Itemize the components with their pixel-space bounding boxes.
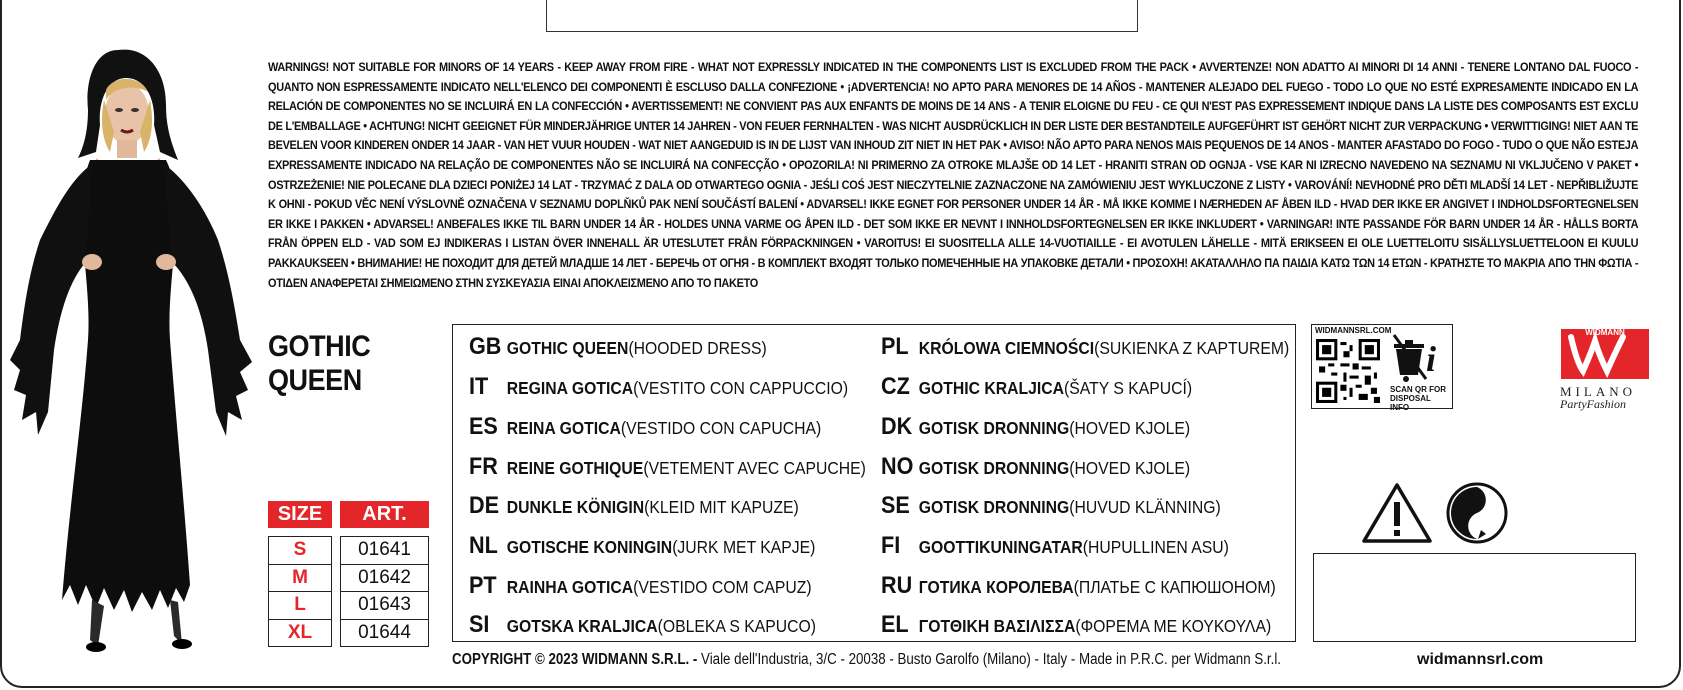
- translation-row: CZ GOTHIC KRALJICA (ŠATY S KAPUCÍ): [881, 373, 1193, 400]
- art-cell: 01644: [341, 619, 428, 647]
- logo-brand: WIDMANN: [1585, 328, 1625, 337]
- green-dot-recycle-icon: [1446, 482, 1508, 544]
- blank-label-box: [1313, 553, 1636, 642]
- translation-row: DK GOTISK DRONNING (HOVED KJOLE): [881, 413, 1191, 440]
- translation-row: FR REINE GOTHIQUE (VETEMENT AVEC CAPUCHE): [469, 453, 866, 480]
- bin-info-icon: [1392, 331, 1446, 383]
- size-cell: XL: [269, 619, 331, 647]
- logo-city: MILANO: [1560, 384, 1636, 399]
- warnings-text: WARNINGS! NOT SUITABLE FOR MINORS OF 14 YEARS - KEEP AWAY FROM FIRE - WHAT NOT EXPRESSLY INDICATED IN THE COMPONENTS LIST IS EXCLUDED FROM THE PACK • AVVERTENZE! NON ADATTO AI MINORI DI 14 ANNI - TENERE LONTANO DAL FUOCO - QUANTO NON ESPRESSAMENTE INDICATO NELL'ELENCO DEI COMPONENTI È ESCLUSO DALLA CONFEZIONE • ¡ADVERTENCIA! NO APTO PARA MENORES DE 14 AÑOS - MANTENER ALEJADO DEL FUEGO - TODO LO QUE NO ESTÉ EXPRESAMENTE INDICADO EN LA RELACIÓN DE COMPONENTES NO SE INCLUIRÁ EN LA CONFECCIÓN • AVERTISSEMENT! NE CONVIENT PAS AUX ENFANTS DE MOINS DE 14 ANS - A TENIR ELOIGNE DU FEU - CE QUI N'EST PAS EXPRESSEMENT INDIQUE DANS LA LISTE DES COMPOSANTS EST EXCLU DE L'EMBALLAGE • ACHTUNG! NICHT GEEIGNET FÜR MINDERJÄHRIGE UNTER 14 JAHREN - VON FEUER FERNHALTEN - WAS NICHT AUSDRÜCKLICH IN DER LISTE DER BESTANDTEILE AUFGEFÜHRT IST GEHÖRT NICHT ZUR VERPACKUNG • VERWITTIGING! NIET AAN TE BEVELEN VOOR KINDEREN ONDER 14 JAAR - VAN HET VUUR HOUDEN - WAT NIET AANGEDUID IS IN DE LIJST VAN INHOUD ZIT NIET IN HET PAK • AVISO! NÃO APTO PARA NENOS MAIS PEQUENOS DE 14 ANOS - MANTER AFASTADO DO FOGO - TUDO O QUE NÃO ESTEJA EXPRESSAMENTE INDICADO NA RELAÇÃO DE COMPONENTES NÃO SE INCLUIRÁ NA CONFECÇÃO • OPOZORILA! NI PRIMERNO ZA OTROKE MLAJŠE OD 14 LET - HRANITI STRAN OD OGNJA - VSE KAR NI IZRECNO NAVEDENO NA SEZNAMU NI VKLJUČENO V PAKET • OSTRZEŻENIE! NIE POLECANE DLA DZIECI PONIŻEJ 14 LAT - TRZYMAĆ Z DALA OD OTWARTEGO OGNIA - JEŚLI COŚ JEST NIECZYTELNIE ZAZNACZONE NA ZAMÓWIENIU JEST WYKLUCZONE Z LISTY • VAROVÁNÍ! NEVHODNÉ PRO DĚTI MLADŠÍ 14 LET - NEPŘIBLIŽUJTE K OHNI - POKUD VĚC NENÍ VÝSLOVNĚ OZNAČENA V SEZNAMU DOPLŇKŮ PAK NENÍ SOUČÁSTÍ BALENÍ • ADVARSEL! IKKE EGNET FOR PERSONER UNDER 14 ÅR - MÅ IKKE KOMME I NÆRHEDEN AF ÅBEN ILD - HVAD DER IKKE ER ANGIVET I INDHOLDSFORTEGNELSEN ER IKKE I PAKKEN • ADVARSEL! ANBEFALES IKKE TIL BARN UNDER 14 ÅR - HOLDES UNNA VARME OG ÅPEN ILD - DET SOM IKKE ER NEVNT I INNHOLDSFORTEGNELSEN ER IKKE INKLUDERT • VARNINGAR! INTE PASSANDE FÖR BARN UNDER 14 ÅR - HÅLLS BORTA FRÅN ÖPPEN ELD - VAD SOM EJ INDIKERAS I LISTAN ÖVER INNEHALL ÄR UTESLUTET FRÅN FÖRPACKNINGEN • VAROITUS! EI SUOSITELLA ALLE 14-VUOTIAILLE - EI AVOTULEN LÄHELLE - MITÄ ERIKSEEN EI OLE LUETTELOITU SISÄLLYSLUETTELOON EI KUULU PAKKAUKSEEN • ВНИМАНИЕ! НЕ ПОХОДИТ ДЛЯ ДЕТЕЙ МЛАДШЕ 14 ЛЕТ - БЕРЕЧЬ ОТ ОГНЯ - В КОМПЛЕКТ ВХОДЯТ ТОЛЬКО ПОМЕЧЕННЫЕ НА УПАКОВКЕ ДЕТАЛИ • ΠΡΟΣΟΧΗ! ΑΚΑΤΑΛΛΗΛΟ ΠΑ ΠΑΙΔΙΑ ΚΑΤΩ ΤΩΝ 14 ΕΤΩΝ - ΚΡΑΤΗΣΤΕ ΤΟ ΜΑΚΡΙΑ ΑΠΟ ΤΗΝ ΦΩΤΙΑ - ΟΤΙΔΕΝ ΑΝΑΦΕΡΕΤΑΙ ΣΗΜΕΙΩΜΕΝΟ ΣΤΗΝ ΣΥΣΚΕΥΑΣΙΑ ΕΙΝΑΙ ΑΠΟΚΛΕΙΣΜΕΝΟ ΑΠΟ ΤΟ ΠΑΚΕΤΟ: [268, 60, 1639, 290]
- product-title-line2: QUEEN: [268, 364, 362, 397]
- art-header: ART.: [340, 501, 429, 528]
- translation-row: DE DUNKLE KÖNIGIN (KLEID MIT KAPUZE): [469, 492, 799, 519]
- translation-row: NL GOTISCHE KONINGIN (JURK MET KAPJE): [469, 532, 816, 559]
- qr-url: WIDMANNSRL.COM: [1315, 326, 1392, 335]
- size-cell: L: [269, 591, 331, 619]
- art-cell: 01642: [341, 564, 428, 592]
- translation-row: EL ΓΟΤΘΙΚΗ ΒΑΣΙΛΙΣΣΑ (ΦΟΡΕΜΑ ΜΕ ΚΟΥΚΟΥΛΑ): [881, 611, 1272, 638]
- translation-row: SE GOTISK DRONNING (HUVUD KLÄNNING): [881, 492, 1221, 519]
- translation-row: NO GOTISK DRONNING (HOVED KJOLE): [881, 453, 1191, 480]
- art-cell: 01641: [358, 539, 411, 560]
- size-cell: M: [269, 564, 331, 592]
- size-header: SIZE: [268, 501, 332, 528]
- art-column: [340, 536, 429, 647]
- translation-row: ES REINA GOTICA (VESTIDO CON CAPUCHA): [469, 413, 822, 440]
- website-link[interactable]: widmannsrl.com: [1417, 651, 1544, 668]
- qr-code-icon[interactable]: [1316, 339, 1380, 403]
- size-column: [268, 536, 332, 647]
- translation-row: GB GOTHIC QUEEN (HOODED DRESS): [469, 333, 767, 360]
- top-label-box: [546, 0, 1138, 32]
- art-cell: 01643: [341, 591, 428, 619]
- costume-model-image: [0, 40, 265, 660]
- size-table: [268, 501, 429, 647]
- translation-row: RU ГОТИКА КОРОЛЕВА (ПЛАТЬЕ С КАПЮШОНОМ): [881, 572, 1276, 599]
- product-title: [268, 330, 370, 398]
- translation-row: IT REGINA GOTICA (VESTITO CON CAPPUCCIO): [469, 373, 849, 400]
- qr-disposal-box: [1311, 324, 1453, 412]
- translation-row: SI GOTSKA KRALJICA (OBLEKA S KAPUCO): [469, 611, 817, 638]
- size-cell: S: [293, 539, 307, 560]
- qr-note: SCAN QR FOR DISPOSAL INFO: [1390, 385, 1446, 412]
- translation-row: PL KRÓLOWA CIEMNOŚCI (SUKIENKA Z KAPTUREM): [881, 333, 1290, 360]
- footer-copyright: COPYRIGHT © 2023 WIDMANN S.R.L. - Viale dell'Industria, 3/C - 20038 - Busto Garolfo (Milano) - Italy - Made in P.R.C. per Widmann S.r.l.: [452, 651, 1281, 668]
- svg-text:i: i: [1426, 339, 1437, 379]
- warning-triangle-icon: [1361, 482, 1433, 544]
- translation-row: FI GOOTTIKUNINGATAR (HUPULLINEN ASU): [881, 532, 1229, 559]
- logo-tagline: PartyFashion: [1560, 397, 1626, 411]
- product-title-line1: GOTHIC: [268, 330, 371, 363]
- translations-box: [452, 324, 1296, 642]
- translation-row: PT RAINHA GOTICA (VESTIDO COM CAPUZ): [469, 572, 812, 599]
